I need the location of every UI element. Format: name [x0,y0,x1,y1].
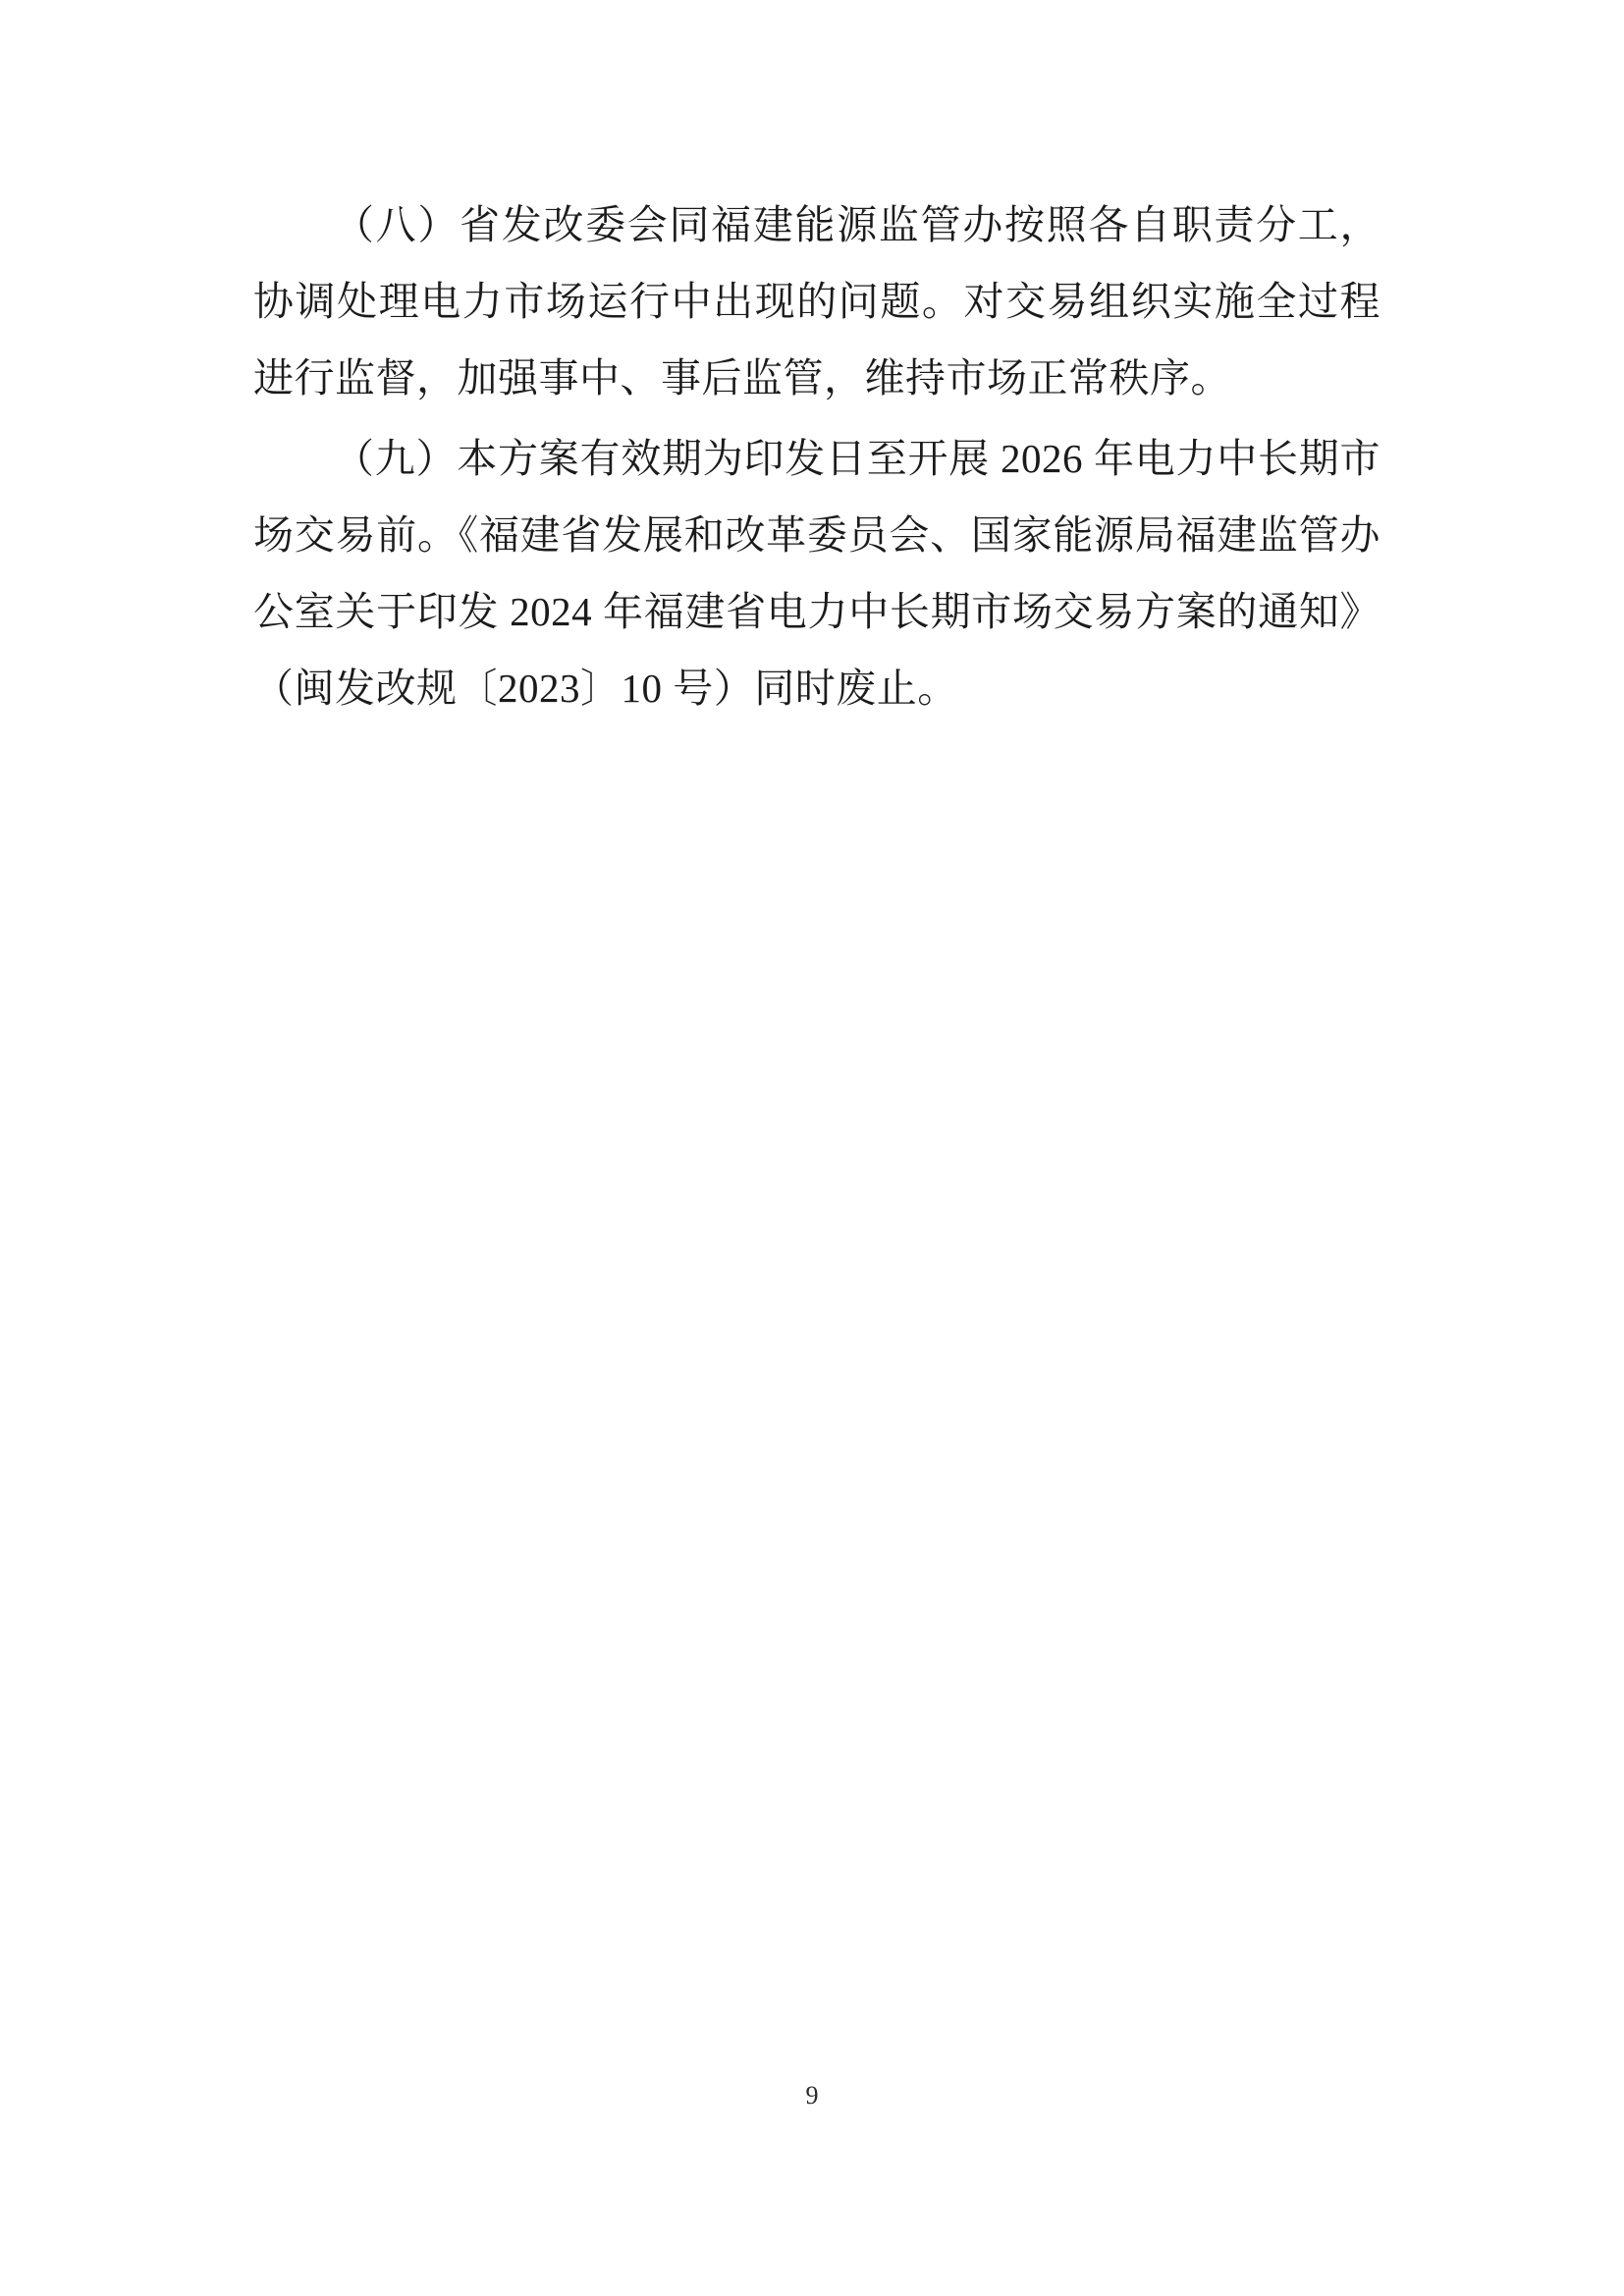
paragraph-eight: （八）省发改委会同福建能源监管办按照各自职责分工，协调处理电力市场运行中出现的问题。对交易组织实施全过程进行监督，加强事中、事后监管，维持市场正常秩序。 [253,202,1380,400]
page-number: 9 [805,2081,819,2109]
document-body [253,187,1380,730]
paragraph-nine: （九）本方案有效期为印发日至开展 2026 年电力中长期市场交易前。《福建省发展和改革委员会、国家能源局福建监管办公室关于印发 2024 年福建省电力中长期市场交易方案的通知》（闽发改规〔2023〕10 号）同时废止。 [253,436,1380,711]
